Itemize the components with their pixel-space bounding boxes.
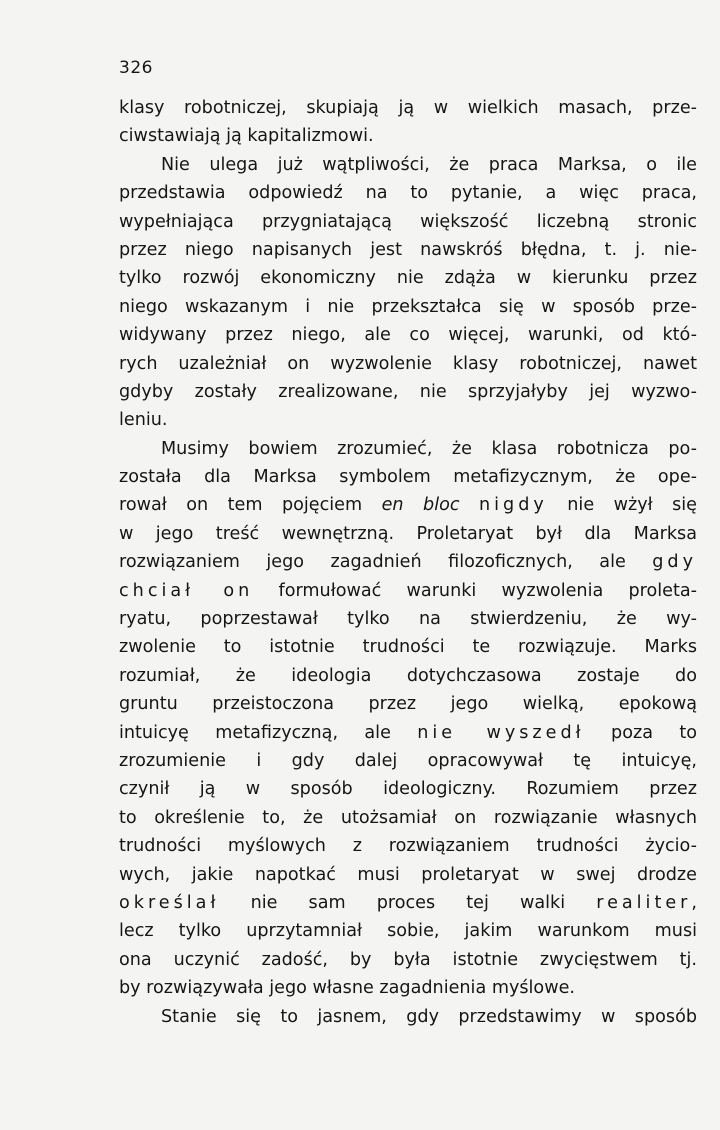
text-line: [119, 548, 697, 576]
text-line: przedstawia odpowiedź na to pytanie, a więc praca,: [119, 183, 697, 204]
text-line: leniu.: [119, 410, 168, 431]
text-line: czynił ją w sposób ideologiczny. Rozumiem przez: [119, 779, 697, 800]
text-span: nie wżył się: [547, 495, 697, 516]
text-line: [119, 889, 697, 917]
text-line: rozumiał, że ideologia dotychczasowa zostaje do: [119, 665, 697, 686]
text-span: [460, 495, 479, 515]
spaced-emphasis: realiter: [596, 892, 692, 913]
text-line: wypełniająca przygniatającą większość liczebną stronic: [119, 211, 697, 232]
text-line: widywany przez niego, ale co więcej, warunki, od któ-: [119, 325, 697, 346]
text-line: [119, 491, 697, 519]
spaced-emphasis: nie wyszedł: [417, 722, 585, 743]
text-line: ciwstawiają ją kapitalizmowi.: [119, 126, 374, 147]
text-line: Stanie się to jasnem, gdy przedstawimy w sposób: [161, 1006, 697, 1027]
body-text: [119, 94, 697, 1031]
text-line: by rozwiązywała jego własne zagadnienia myślowe.: [119, 978, 575, 999]
spaced-emphasis: określał: [119, 892, 220, 913]
text-line: to określenie to, że utożsamiał on rozwiązanie własnych: [119, 807, 697, 828]
spaced-emphasis: chciał on: [119, 580, 254, 601]
text-line: zrozumienie i gdy dalej opracowywał tę intuicyę,: [119, 750, 697, 771]
text-line: ryatu, poprzestawał tylko na stwierdzeniu, że wy-: [119, 609, 697, 630]
text-span: rozwiązaniem jego zagadnień filozoficznych, ale: [119, 552, 653, 573]
text-line: Musimy bowiem zrozumieć, że klasa robotnicza po-: [161, 438, 697, 459]
page-number: 326: [119, 58, 153, 78]
text-line: klasy robotniczej, skupiają ją w wielkich masach, prze-: [119, 98, 697, 118]
text-line: niego wskazanym i nie przekształca się w sposób prze-: [119, 296, 697, 317]
text-line: rych uzależniał on wyzwolenie klasy robotniczej, nawet: [119, 353, 697, 374]
text-line: Nie ulega już wątpliwości, że praca Marksa, o ile: [161, 154, 697, 175]
italic-phrase: en bloc: [381, 495, 460, 516]
text-line: [119, 577, 697, 605]
text-line: trudności myślowych z rozwiązaniem trudności życio-: [119, 836, 697, 857]
text-span: poza to: [584, 722, 697, 743]
text-span: formułować warunki wyzwolenia proleta-: [253, 580, 697, 601]
text-line: gdyby zostały zrealizowane, nie sprzyjałyby jej wyzwo-: [119, 381, 697, 402]
text-span: nie sam proces tej walki: [219, 892, 597, 913]
text-span: ,: [691, 892, 697, 913]
spaced-emphasis: nigdy: [479, 495, 548, 516]
text-line: lecz tylko uprzytamniał sobie, jakim warunkom musi: [119, 921, 697, 942]
text-line: przez niego napisanych jest nawskróś błędna, t. j. nie-: [119, 239, 697, 260]
text-line: [119, 719, 697, 747]
text-span: intuicyę metafizyczną, ale: [119, 722, 418, 743]
text-line: zwolenie to istotnie trudności te rozwiązuje. Marks: [119, 637, 697, 658]
text-line: ona uczynić zadość, by była istotnie zwycięstwem tj.: [119, 949, 697, 970]
text-line: w jego treść wewnętrzną. Proletaryat był dla Marksa: [119, 523, 697, 544]
text-line: tylko rozwój ekonomiczny nie zdąża w kierunku przez: [119, 268, 697, 289]
spaced-emphasis: gdy: [652, 552, 697, 573]
text-span: rował on tem pojęciem: [119, 495, 382, 516]
text-line: gruntu przeistoczona przez jego wielką, epokową: [119, 694, 697, 715]
text-line: wych, jakie napotkać musi proletaryat w swej drodze: [119, 864, 697, 885]
text-line: została dla Marksa symbolem metafizycznym, że ope-: [119, 467, 697, 488]
